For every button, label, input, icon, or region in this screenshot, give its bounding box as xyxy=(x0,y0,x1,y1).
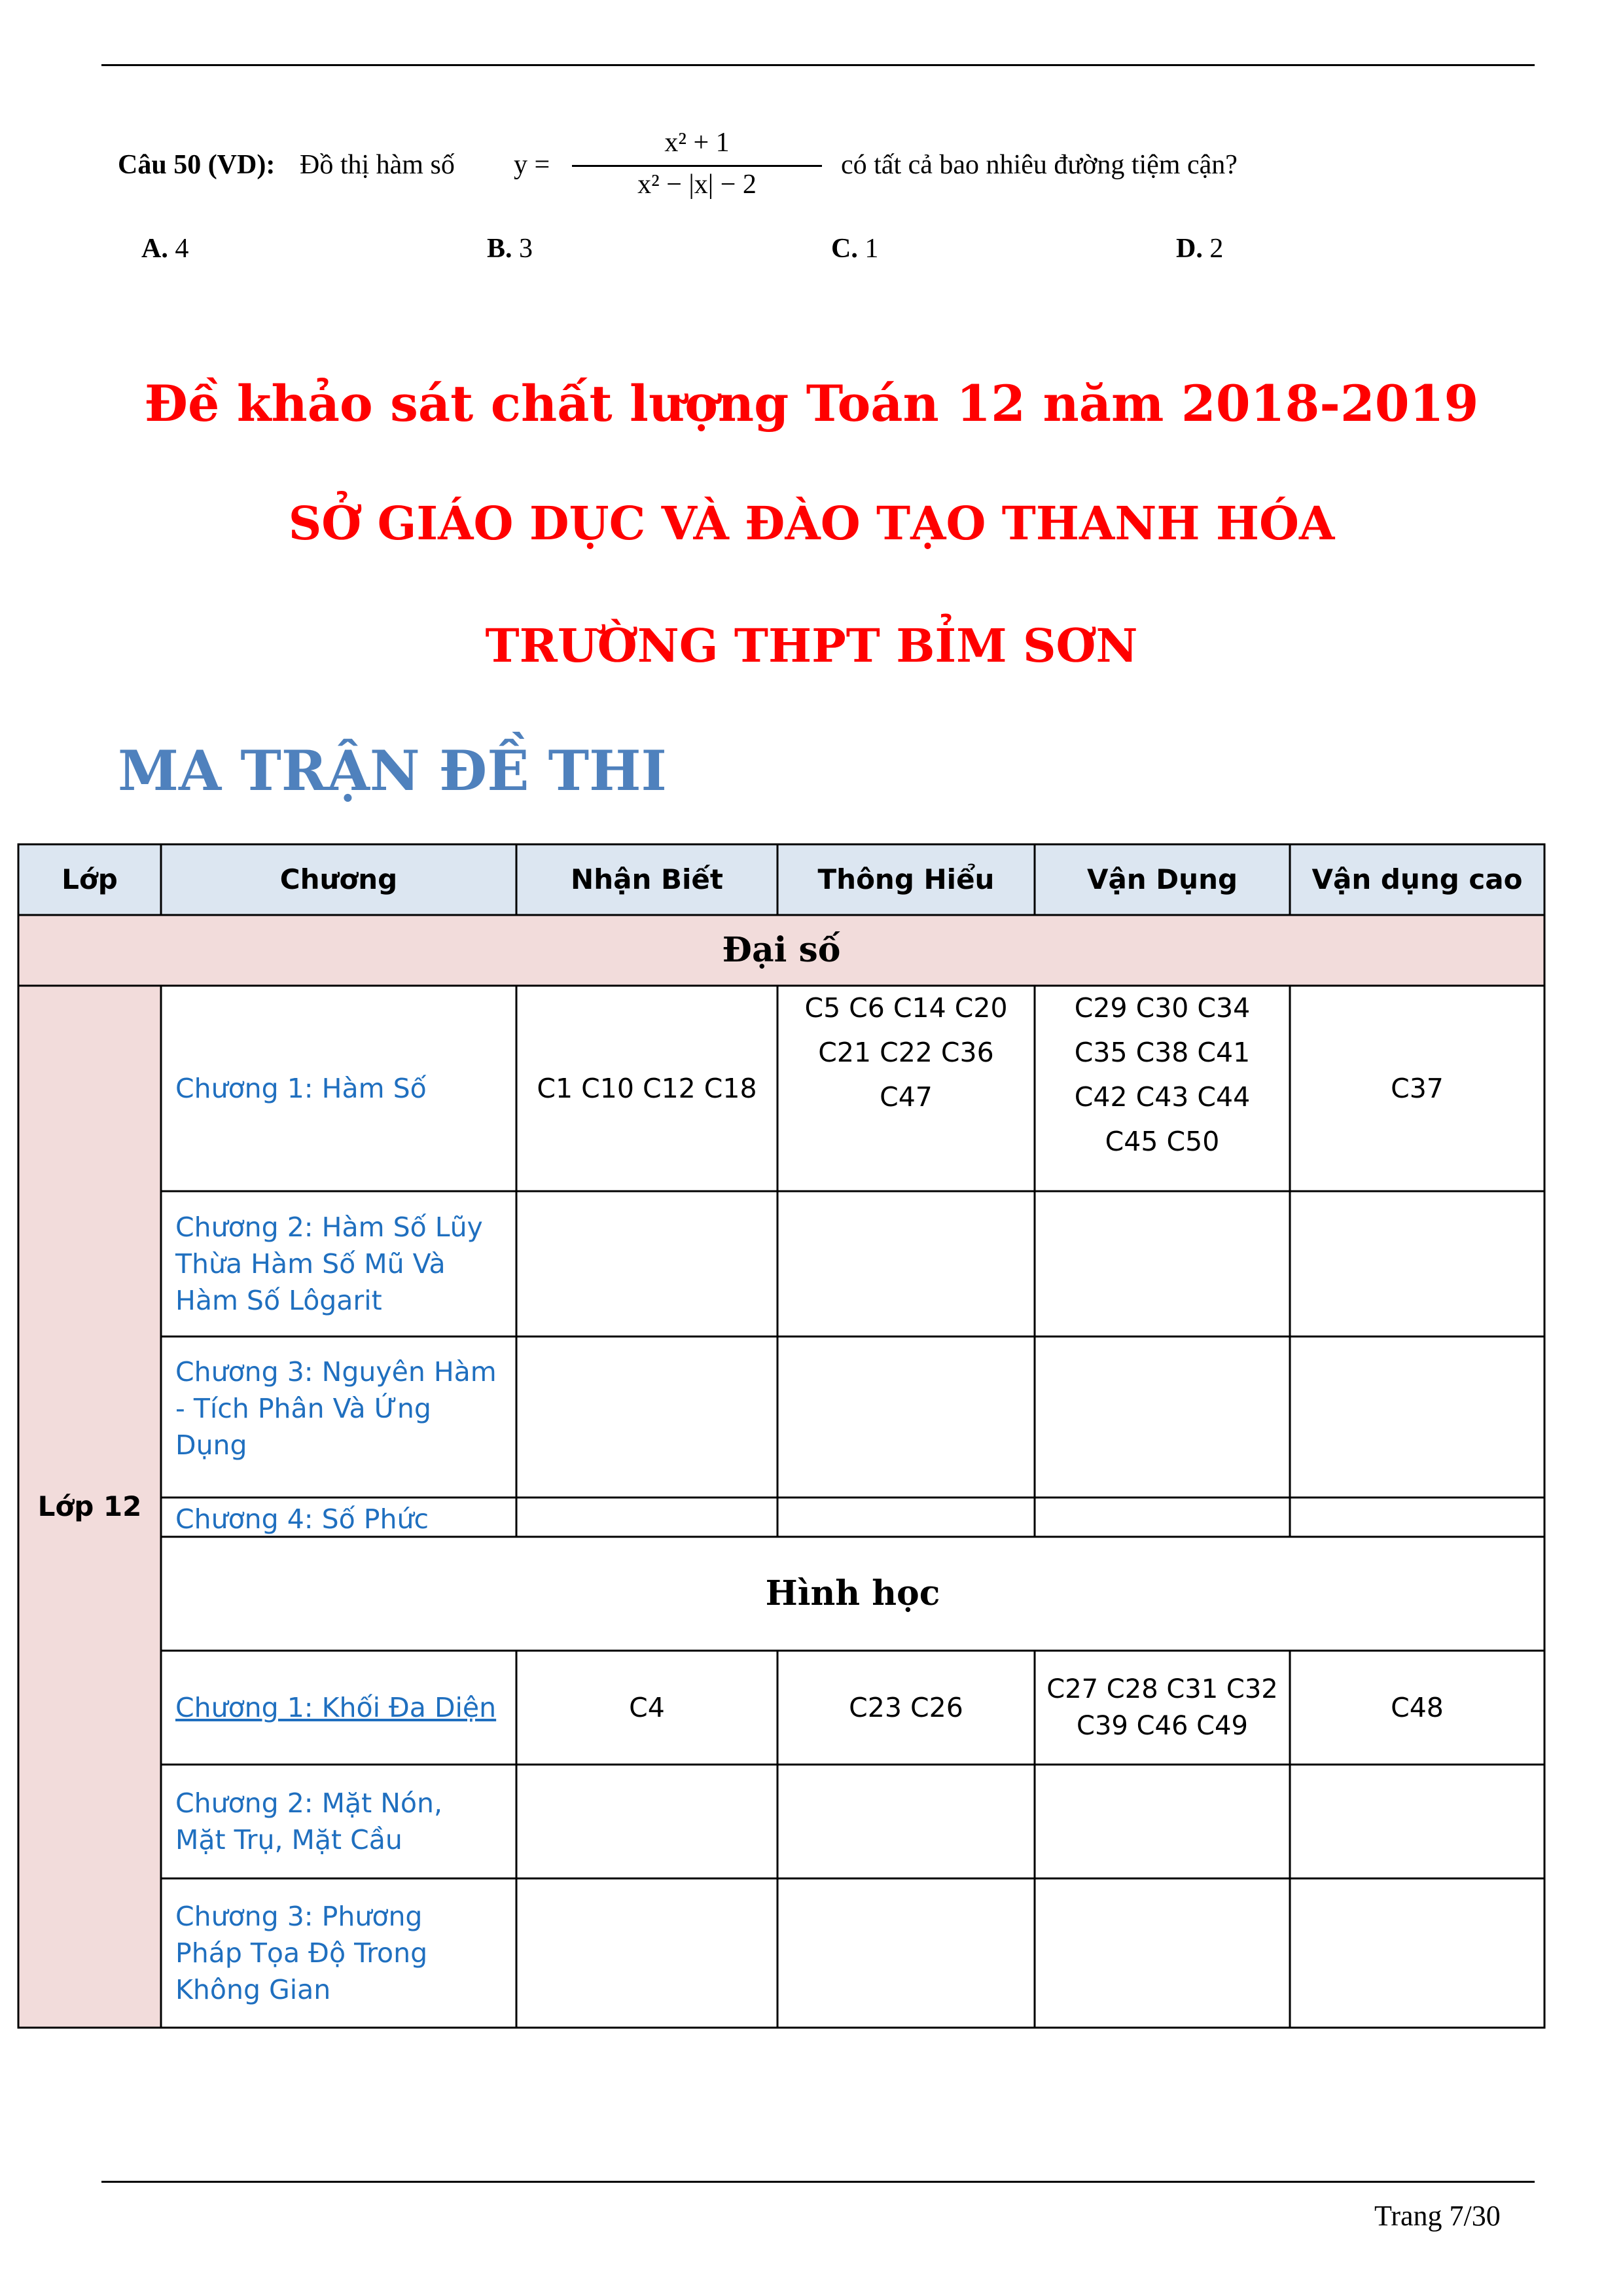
chapter-cell: Chương 2: Mặt Nón, Mặt Trụ, Mặt Cầu xyxy=(175,1787,443,1856)
fraction-numerator: x² + 1 xyxy=(664,128,730,158)
high-application-cell xyxy=(1290,1336,1544,1498)
understanding-cell xyxy=(777,1765,1035,1878)
understanding-cell: C5 C6 C14 C20 C21 C22 C36 C47 xyxy=(804,992,1008,1113)
question-label: Câu 50 (VD): xyxy=(118,150,276,180)
understanding-cell xyxy=(777,1191,1035,1336)
high-application-cell: C37 xyxy=(1391,1073,1444,1104)
school-title: TRƯỜNG THPT BỈM SƠN xyxy=(485,619,1138,673)
application-cell xyxy=(1035,1498,1290,1537)
fraction-bar xyxy=(572,165,822,167)
high-application-cell: C48 xyxy=(1391,1692,1444,1723)
header-recognition: Nhận Biết xyxy=(516,844,777,915)
header-application: Vận Dụng xyxy=(1035,844,1290,915)
header-high-application: Vận dụng cao xyxy=(1290,844,1544,915)
header-grade: Lớp xyxy=(18,844,161,915)
header-understanding: Thông Hiểu xyxy=(777,844,1035,915)
chapter-cell: Chương 2: Hàm Số Lũy Thừa Hàm Số Mũ Và Hàm Số Lôgarit xyxy=(175,1211,483,1316)
application-cell xyxy=(1035,1336,1290,1498)
section-geometry: Hình học xyxy=(765,1573,940,1613)
application-cell xyxy=(1035,1765,1290,1878)
application-cell: C27 C28 C31 C32 C39 C46 C49 xyxy=(1046,1674,1278,1741)
header-chapter: Chương xyxy=(161,844,516,915)
question-rest: có tất cả bao nhiêu đường tiệm cận? xyxy=(841,150,1238,180)
department-title: SỞ GIÁO DỤC VÀ ĐÀO TẠO THANH HÓA xyxy=(288,496,1335,550)
section-algebra: Đại số xyxy=(18,915,1544,986)
recognition-cell xyxy=(516,1336,777,1498)
understanding-cell xyxy=(777,1336,1035,1498)
chapter-cell: Chương 3: Phương Pháp Tọa Độ Trong Không Gian xyxy=(175,1901,428,2005)
fraction-denominator: x² − |x| − 2 xyxy=(637,170,757,200)
recognition-cell xyxy=(516,1765,777,1878)
chapter-cell: Chương 4: Số Phức xyxy=(175,1503,429,1535)
top-rule xyxy=(101,64,1535,66)
high-application-cell xyxy=(1290,1498,1544,1537)
matrix-heading: MA TRẬN ĐỀ THI xyxy=(118,738,667,803)
high-application-cell xyxy=(1290,1878,1544,2028)
chapter-cell: Chương 3: Nguyên Hàm - Tích Phân Và Ứng Dụng xyxy=(175,1356,497,1461)
recognition-cell xyxy=(516,1191,777,1336)
application-cell xyxy=(1035,1191,1290,1336)
function-symbol: y = xyxy=(514,150,550,180)
function-fraction xyxy=(563,128,831,203)
application-cell: C29 C30 C34 C35 C38 C41 C42 C43 C44 C45 C50 xyxy=(1074,992,1251,1157)
question-stem: Đồ thị hàm số xyxy=(300,150,455,180)
exam-title: Đề khảo sát chất lượng Toán 12 năm 2018-2019 xyxy=(144,374,1479,433)
high-application-cell xyxy=(1290,1765,1544,1878)
grade-cell: Lớp 12 xyxy=(18,986,161,2028)
chapter-cell: Chương 1: Hàm Số xyxy=(175,1073,427,1104)
understanding-cell xyxy=(777,1878,1035,2028)
recognition-cell: C1 C10 C12 C18 xyxy=(537,1073,757,1104)
understanding-cell xyxy=(777,1498,1035,1537)
option-b[interactable]: B. 3 xyxy=(487,234,533,264)
recognition-cell xyxy=(516,1878,777,2028)
chapter-cell: Chương 1: Khối Đa Diện xyxy=(175,1692,497,1723)
recognition-cell xyxy=(516,1498,777,1537)
understanding-cell: C23 C26 xyxy=(849,1692,963,1723)
option-c[interactable]: C. 1 xyxy=(831,234,879,264)
option-d[interactable]: D. 2 xyxy=(1176,234,1224,264)
page-number: Trang 7/30 xyxy=(1374,2200,1501,2232)
option-a[interactable]: A. 4 xyxy=(141,234,189,264)
application-cell xyxy=(1035,1878,1290,2028)
high-application-cell xyxy=(1290,1191,1544,1336)
bottom-rule xyxy=(101,2181,1535,2183)
recognition-cell: C4 xyxy=(629,1692,665,1723)
